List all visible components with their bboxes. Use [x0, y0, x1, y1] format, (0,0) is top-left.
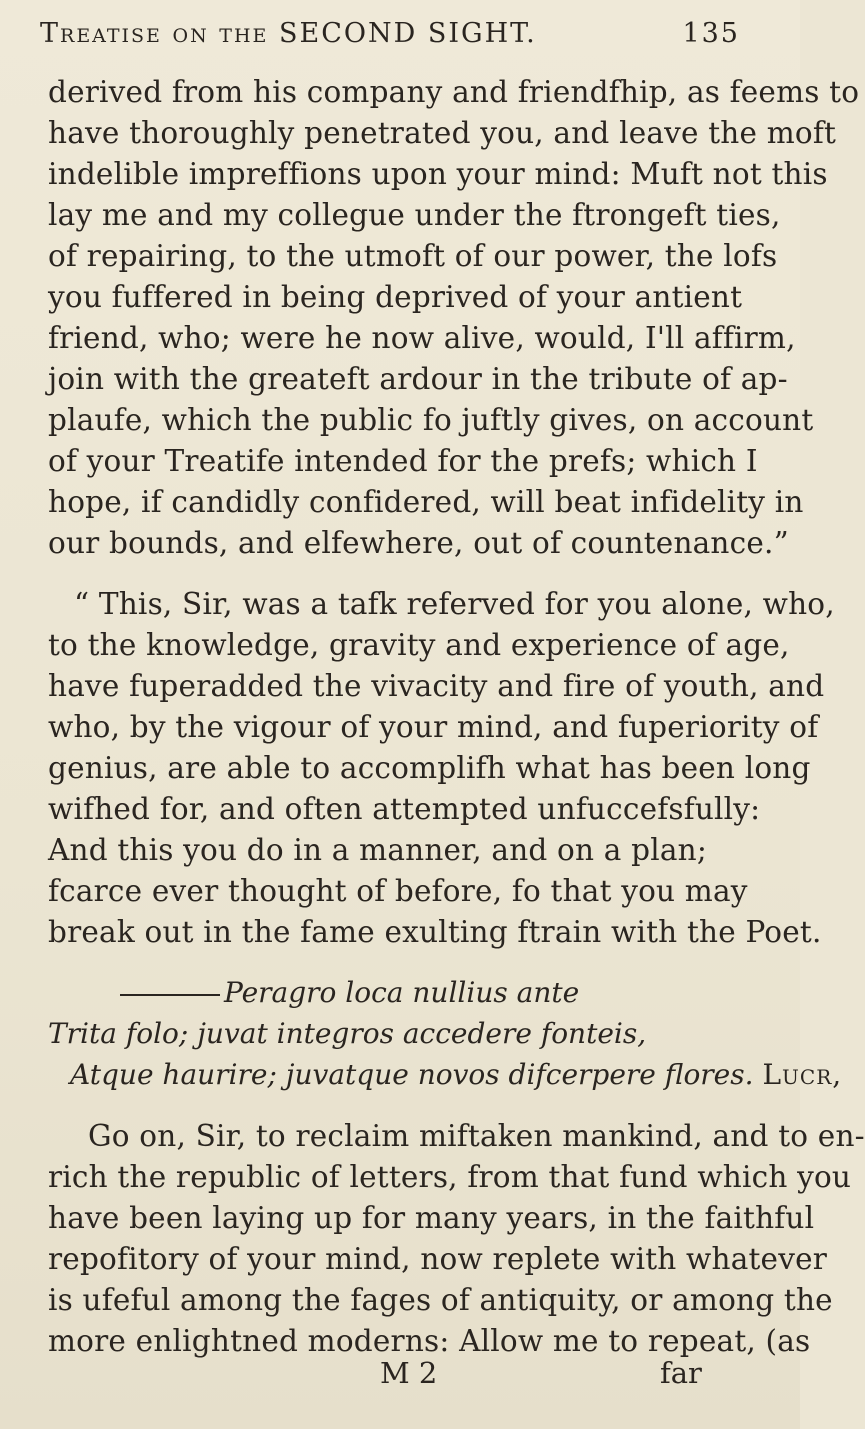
text-line: “ This, Sir, was a tafk referved for you alone, who, — [74, 587, 835, 621]
text-line: join with the greateft ardour in the tribute of ap- — [48, 362, 788, 396]
text-line: plaufe, which the public fo juftly gives, on account — [48, 403, 814, 437]
text-line: of repairing, to the utmoft of our power, the lofs — [48, 239, 778, 273]
em-dash-rule — [120, 994, 220, 996]
text-line: Go on, Sir, to reclaim miftaken mankind, and to en- — [88, 1119, 865, 1153]
verse-line — [120, 971, 760, 1015]
text-line: you fuffered in being deprived of your antient — [48, 280, 743, 314]
running-title: Treatise on the SECOND SIGHT. — [40, 18, 537, 49]
text-line: derived from his company and friendfhip, as feems to — [48, 75, 860, 109]
text-line: wifhed for, and often attempted unfuccefsfully: — [48, 792, 761, 826]
verse-line: Trita folo; juvat integros accedere fonteis, — [48, 1017, 647, 1050]
catchword: far — [660, 1356, 702, 1390]
text-line: to the knowledge, gravity and experience of age, — [48, 628, 790, 662]
verse-line — [70, 1053, 843, 1097]
text-line: who, by the vigour of your mind, and fuperiority of — [48, 710, 819, 744]
text-line: our bounds, and elfewhere, out of countenance.” — [48, 526, 789, 560]
text-line: more enlightned moderns: Allow me to repeat, (as — [48, 1324, 811, 1358]
text-line: And this you do in a manner, and on a plan; — [48, 833, 707, 867]
text-line: have thoroughly penetrated you, and leave the moft — [48, 116, 837, 150]
text-line: lay me and my collegue under the ftrongeft ties, — [48, 198, 781, 232]
text-line: friend, who; were he now alive, would, I'll affirm, — [48, 321, 796, 355]
text-line: fcarce ever thought of before, fo that you may — [48, 874, 748, 908]
text-line: indelible impreffions upon your mind: Muft not this — [48, 157, 828, 191]
text-line: have fuperadded the vivacity and fire of youth, and — [48, 669, 825, 703]
text-line: of your Treatife intended for the prefs; which I — [48, 444, 758, 478]
text-line: repofitory of your mind, now replete with whatever — [48, 1242, 828, 1276]
text-line: is ufeful among the fages of antiquity, or among the — [48, 1283, 833, 1317]
verse-text: Peragro loca nullius ante — [224, 976, 580, 1009]
text-line: break out in the fame exulting ftrain with the Poet. — [48, 915, 822, 949]
signature-mark: M 2 — [380, 1356, 438, 1390]
text-line: genius, are able to accomplifh what has been long — [48, 751, 811, 785]
verse-attribution: Lucr, — [762, 1058, 843, 1091]
verse-text: Atque haurire; juvatque novos difcerpere flores. — [70, 1058, 754, 1091]
page-number: 135 — [682, 18, 740, 49]
running-header — [40, 18, 740, 49]
text-line: have been laying up for many years, in the faithful — [48, 1201, 815, 1235]
text-line: rich the republic of letters, from that fund which you — [48, 1160, 852, 1194]
text-line: hope, if candidly confidered, will beat infidelity in — [48, 485, 804, 519]
